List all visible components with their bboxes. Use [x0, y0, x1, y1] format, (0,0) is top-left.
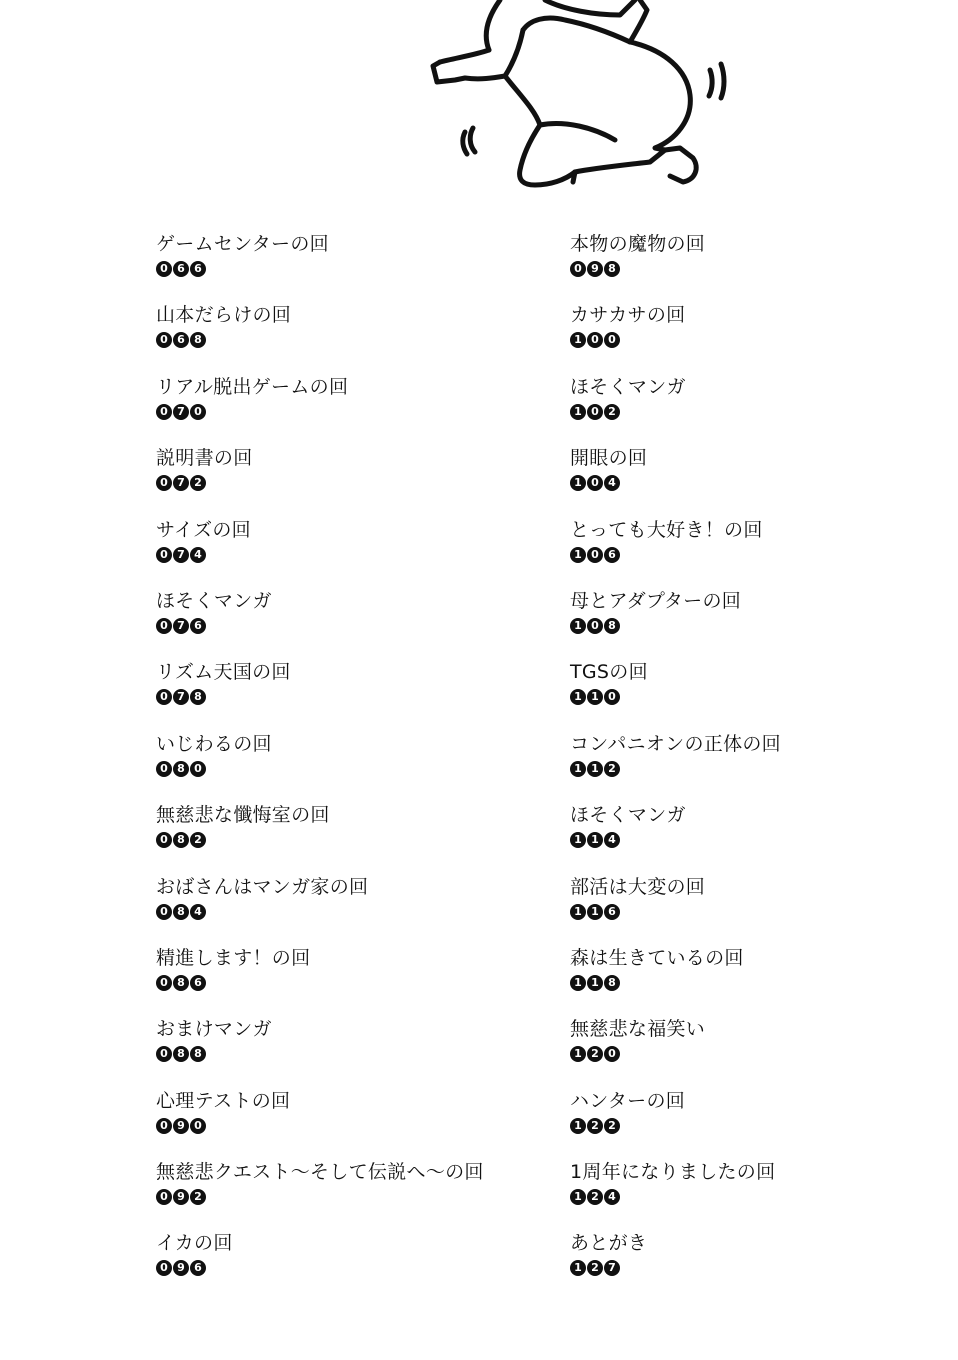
toc-entry — [156, 730, 556, 801]
page-digit: 9 — [587, 261, 603, 277]
toc-entry-page-number — [156, 547, 556, 563]
toc-entry-title: 山本だらけの回 — [156, 304, 292, 327]
page-digit: 2 — [587, 1260, 603, 1276]
page-digit: 2 — [604, 404, 620, 420]
toc-entry — [156, 873, 556, 944]
toc-entry-page-number — [156, 261, 556, 277]
toc-entry — [156, 1087, 556, 1158]
toc-entry-page-number — [156, 332, 556, 348]
toc-entry-title: 1周年になりましたの回 — [570, 1161, 776, 1184]
page-digit: 1 — [570, 1046, 586, 1062]
toc-entry-title: 無慈悲な懺悔室の回 — [156, 804, 330, 827]
toc-entry-title: ほそくマンガ — [570, 804, 686, 827]
toc-entry — [156, 301, 556, 372]
toc-column-left — [156, 230, 556, 1301]
toc-entry-title: 開眼の回 — [570, 447, 648, 470]
toc-entry-page-number — [156, 689, 556, 705]
page-digit: 1 — [570, 975, 586, 991]
toc-entry-title: おまけマンガ — [156, 1018, 272, 1041]
toc-entry — [570, 1229, 958, 1300]
page-digit: 7 — [173, 475, 189, 491]
toc-entry — [570, 873, 958, 944]
page-digit: 0 — [604, 1046, 620, 1062]
page-digit: 8 — [173, 761, 189, 777]
toc-entry-page-number — [156, 1260, 556, 1276]
toc-entry-title: とっても大好き！の回 — [570, 518, 763, 541]
page-digit: 0 — [156, 475, 172, 491]
page-digit: 1 — [570, 1189, 586, 1205]
toc-entry-title: おばさんはマンガ家の回 — [156, 875, 369, 898]
toc-entry-title: コンパニオンの正体の回 — [570, 732, 781, 755]
page-digit: 0 — [156, 547, 172, 563]
toc-entry — [156, 658, 556, 729]
page-digit: 0 — [570, 261, 586, 277]
page-digit: 0 — [190, 761, 206, 777]
toc-entry — [570, 944, 958, 1015]
toc-entry-page-number — [570, 975, 958, 991]
page-digit: 0 — [587, 332, 603, 348]
page-digit: 6 — [190, 261, 206, 277]
page-digit: 0 — [156, 332, 172, 348]
page-digit: 0 — [604, 689, 620, 705]
page-digit: 8 — [190, 332, 206, 348]
page-digit: 1 — [587, 761, 603, 777]
toc-entry-title: カサカサの回 — [570, 304, 686, 327]
toc-entry-page-number — [156, 1189, 556, 1205]
toc-entry-title: サイズの回 — [156, 518, 251, 541]
page-digit: 2 — [190, 832, 206, 848]
page-digit: 2 — [587, 1189, 603, 1205]
toc-entry-page-number — [570, 1260, 958, 1276]
page-digit: 1 — [570, 904, 586, 920]
page-digit: 0 — [156, 1046, 172, 1062]
page-digit: 1 — [570, 1260, 586, 1276]
toc-entry-page-number — [156, 832, 556, 848]
toc-entry — [156, 373, 556, 444]
toc-entry — [156, 230, 556, 301]
toc-entry-title: リアル脱出ゲームの回 — [156, 375, 349, 398]
page-digit: 8 — [173, 975, 189, 991]
toc-entry-title: ほそくマンガ — [156, 589, 272, 612]
page-digit: 9 — [173, 1189, 189, 1205]
toc-entry-page-number — [156, 1046, 556, 1062]
toc-entry-title: 無慈悲クエスト〜そして伝説へ〜の回 — [156, 1161, 484, 1184]
toc-entry-page-number — [570, 1118, 958, 1134]
toc-entry-title: 本物の魔物の回 — [570, 233, 706, 255]
toc-entry-title: TGSの回 — [570, 661, 648, 684]
toc-entry-page-number — [570, 832, 958, 848]
toc-entry-title: 森は生きているの回 — [570, 946, 744, 969]
page-digit: 8 — [190, 689, 206, 705]
page-digit: 4 — [190, 547, 206, 563]
page-digit: 1 — [570, 547, 586, 563]
page-digit: 0 — [156, 261, 172, 277]
toc-entry — [156, 444, 556, 515]
toc-entry-page-number — [156, 761, 556, 777]
page-digit: 4 — [604, 475, 620, 491]
toc-entry — [570, 587, 958, 658]
toc-entry-page-number — [156, 1118, 556, 1134]
toc-entry-page-number — [570, 475, 958, 491]
toc-entry — [570, 301, 958, 372]
toc-entry — [570, 230, 958, 301]
page-digit: 1 — [587, 832, 603, 848]
toc-entry-page-number — [156, 475, 556, 491]
toc-entry-title: 母とアダプターの回 — [570, 589, 742, 612]
toc-entry-page-number — [570, 761, 958, 777]
toc-entry — [156, 1158, 556, 1229]
toc-entry-page-number — [570, 547, 958, 563]
page-digit: 2 — [604, 1118, 620, 1134]
page-digit: 6 — [173, 261, 189, 277]
page-digit: 2 — [604, 761, 620, 777]
page-digit: 1 — [570, 404, 586, 420]
toc-entry-page-number — [570, 404, 958, 420]
page-digit: 0 — [156, 1260, 172, 1276]
page-digit: 0 — [156, 1118, 172, 1134]
page-digit: 0 — [604, 332, 620, 348]
toc-entry — [156, 516, 556, 587]
page-digit: 0 — [190, 404, 206, 420]
toc-entry — [156, 944, 556, 1015]
toc-entry-title: ほそくマンガ — [570, 375, 686, 398]
page-digit: 8 — [604, 261, 620, 277]
toc-entry-title: 部活は大変の回 — [570, 875, 706, 898]
toc-entry-title: 無慈悲な福笑い — [570, 1018, 706, 1041]
page-digit: 8 — [173, 904, 189, 920]
toc-entry — [570, 1015, 958, 1086]
page-digit: 8 — [604, 975, 620, 991]
toc-entry-title: 精進します！の回 — [156, 946, 311, 969]
page-digit: 8 — [173, 1046, 189, 1062]
toc-entry-title: リズム天国の回 — [156, 661, 291, 684]
toc-entry-page-number — [156, 975, 556, 991]
page-digit: 0 — [587, 618, 603, 634]
toc-entry-title: 心理テストの回 — [156, 1089, 291, 1112]
toc-entry — [156, 1229, 556, 1300]
toc-entry-page-number — [570, 1046, 958, 1062]
page-digit: 6 — [604, 547, 620, 563]
page-digit: 7 — [604, 1260, 620, 1276]
toc-entry — [570, 1158, 958, 1229]
page-digit: 1 — [570, 761, 586, 777]
page-digit: 1 — [587, 904, 603, 920]
page-digit: 9 — [173, 1118, 189, 1134]
page-digit: 1 — [587, 689, 603, 705]
toc-entry-page-number — [570, 618, 958, 634]
page-digit: 0 — [156, 689, 172, 705]
page-digit: 6 — [190, 1260, 206, 1276]
toc-entry-title: あとがき — [570, 1232, 648, 1255]
page-digit: 6 — [173, 332, 189, 348]
toc-entry-page-number — [570, 904, 958, 920]
page-digit: 1 — [570, 689, 586, 705]
page-digit: 4 — [604, 832, 620, 848]
page-digit: 7 — [173, 547, 189, 563]
toc-entry-title: 説明書の回 — [156, 447, 253, 470]
page-digit: 0 — [156, 904, 172, 920]
toc-entry-page-number — [156, 618, 556, 634]
page-digit: 6 — [190, 618, 206, 634]
toc-entry-title: ハンターの回 — [570, 1089, 686, 1112]
page-digit: 0 — [190, 1118, 206, 1134]
page-digit: 1 — [587, 975, 603, 991]
toc-entry — [570, 373, 958, 444]
page-digit: 7 — [173, 404, 189, 420]
page-digit: 0 — [156, 404, 172, 420]
toc-entry — [156, 587, 556, 658]
toc-entry — [156, 801, 556, 872]
page-digit: 1 — [570, 332, 586, 348]
toc-entry — [570, 444, 958, 515]
toc-entry — [570, 730, 958, 801]
page-digit: 4 — [604, 1189, 620, 1205]
page-digit: 1 — [570, 1118, 586, 1134]
toc-entry-page-number — [570, 332, 958, 348]
running-character-illustration — [425, 0, 735, 200]
toc-entry — [570, 801, 958, 872]
page-digit: 0 — [587, 547, 603, 563]
page-digit: 0 — [587, 404, 603, 420]
page-digit: 7 — [173, 689, 189, 705]
toc-entry-page-number — [570, 1189, 958, 1205]
toc-entry — [156, 1015, 556, 1086]
page-digit: 0 — [156, 1189, 172, 1205]
page-digit: 2 — [190, 475, 206, 491]
toc-entry-page-number — [156, 404, 556, 420]
page-digit: 6 — [604, 904, 620, 920]
toc-entry-title: いじわるの回 — [156, 732, 272, 755]
page-digit: 2 — [190, 1189, 206, 1205]
toc-entry-page-number — [570, 261, 958, 277]
toc-entry-page-number — [156, 904, 556, 920]
page-digit: 8 — [173, 832, 189, 848]
page-digit: 0 — [156, 618, 172, 634]
page-digit: 2 — [587, 1118, 603, 1134]
page-digit: 1 — [570, 832, 586, 848]
page-digit: 9 — [173, 1260, 189, 1276]
page-digit: 2 — [587, 1046, 603, 1062]
page-digit: 0 — [156, 832, 172, 848]
page-digit: 6 — [190, 975, 206, 991]
page-digit: 1 — [570, 618, 586, 634]
page-digit: 4 — [190, 904, 206, 920]
page-digit: 1 — [570, 475, 586, 491]
page-digit: 0 — [587, 475, 603, 491]
page-digit: 7 — [173, 618, 189, 634]
page-digit: 8 — [190, 1046, 206, 1062]
page-digit: 0 — [156, 761, 172, 777]
toc-column-right — [570, 230, 958, 1301]
page-digit: 0 — [156, 975, 172, 991]
page-digit: 8 — [604, 618, 620, 634]
toc-entry — [570, 1087, 958, 1158]
toc-entry-title: ゲームセンターの回 — [156, 233, 329, 255]
toc-entry-page-number — [570, 689, 958, 705]
toc-entry — [570, 516, 958, 587]
toc-entry-title: イカの回 — [156, 1232, 233, 1255]
toc-entry — [570, 658, 958, 729]
